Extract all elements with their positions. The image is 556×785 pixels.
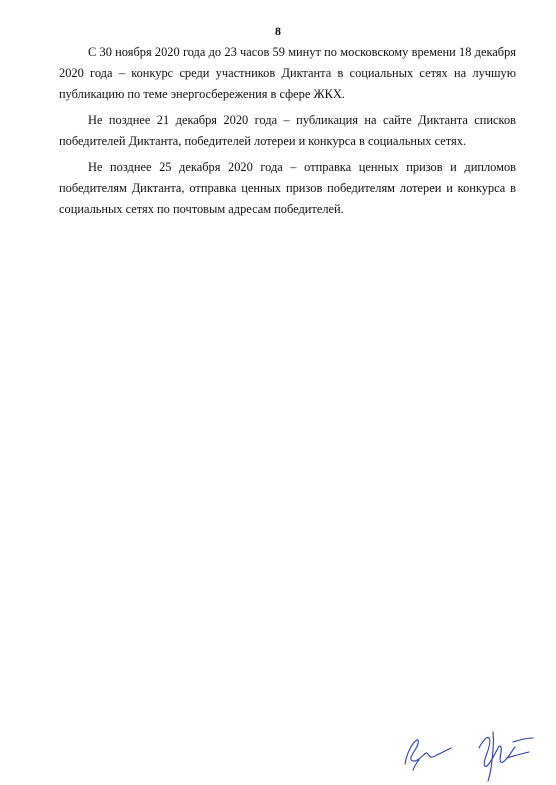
paragraph-prize-dispatch: Не позднее 25 декабря 2020 года – отправка ценных призов и дипломов победителям Диктанта, отправка ценных призов победителям лотереи и конкурса в социальных сетях по почтовым адресам победителей. xyxy=(59,160,516,216)
handwritten-signature-icon xyxy=(395,718,555,782)
paragraph-contest-period: С 30 ноября 2020 года до 23 часов 59 минут по московскому времени 18 декабря 2020 года – конкурс среди участников Диктанта в социальных сетях на лучшую публикацию по теме энергосбережения в сфере ЖКХ. xyxy=(59,45,516,101)
document-body xyxy=(59,42,516,225)
paragraph-winners-publication: Не позднее 21 декабря 2020 года – публикация на сайте Диктанта списков победителей Диктанта, победителей лотереи и конкурса в социальных сетях. xyxy=(59,113,516,148)
page-number: 8 xyxy=(275,24,281,38)
